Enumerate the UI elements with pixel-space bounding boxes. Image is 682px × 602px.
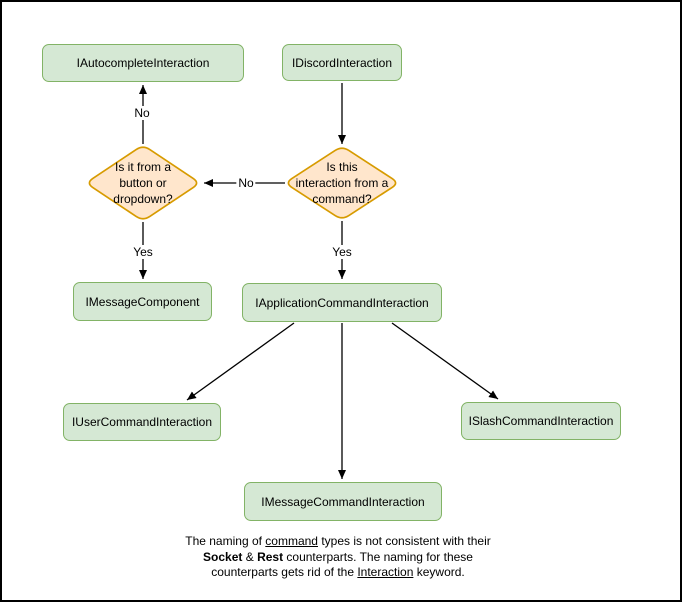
- footer-bold-socket: Socket: [203, 549, 243, 564]
- node-iusercommandinteraction: IUserCommandInteraction: [63, 403, 221, 441]
- node-idiscordinteraction: IDiscordInteraction: [282, 44, 402, 81]
- footer-underlined-command: command: [265, 534, 318, 548]
- edge-label-yes-right: Yes: [332, 245, 352, 259]
- node-imessagecomponent: IMessageComponent: [73, 282, 212, 321]
- footer-line-1: [158, 534, 518, 550]
- node-iapplicationcommandinteraction: IApplicationCommandInteraction: [242, 283, 442, 322]
- edge-applicationcommand-to-slashcommand: [392, 323, 498, 399]
- footer-text: counterparts gets rid of the: [211, 565, 358, 579]
- node-iautocompleteinteraction: IAutocompleteInteraction: [42, 44, 244, 82]
- decision-line: interaction from a: [295, 176, 389, 190]
- decision-line: Is it from a: [114, 160, 171, 174]
- node-islashcommandinteraction: ISlashCommandInteraction: [461, 402, 621, 440]
- footer-text: &: [242, 549, 258, 564]
- footer-line-2: [158, 550, 518, 566]
- footer-text: types is not consistent with their: [317, 534, 491, 548]
- decision-interaction-from-command-shape: [288, 148, 395, 218]
- decision-line: button or: [119, 176, 167, 190]
- edge-applicationcommand-to-usercommand: [187, 323, 294, 400]
- footer-bold-rest: Rest: [257, 549, 284, 564]
- decision-line: Is this: [326, 160, 358, 174]
- footer-text: counterparts. The naming for these: [283, 549, 473, 564]
- node-imessagecommandinteraction: IMessageCommandInteraction: [244, 482, 442, 521]
- footer-note: [158, 534, 518, 581]
- edge-label-no-up: No: [134, 106, 150, 120]
- footer-line-3: [158, 565, 518, 581]
- edge-label-no-horizontal: No: [238, 176, 254, 190]
- decision-line: dropdown?: [113, 192, 173, 206]
- edge-label-yes-left: Yes: [133, 245, 153, 259]
- decision-button-or-dropdown-shape: [89, 147, 196, 218]
- footer-text: keyword.: [413, 565, 465, 579]
- footer-text: The naming of: [185, 534, 266, 548]
- decision-line: command?: [312, 192, 372, 206]
- footer-underlined-interaction: Interaction: [357, 565, 414, 579]
